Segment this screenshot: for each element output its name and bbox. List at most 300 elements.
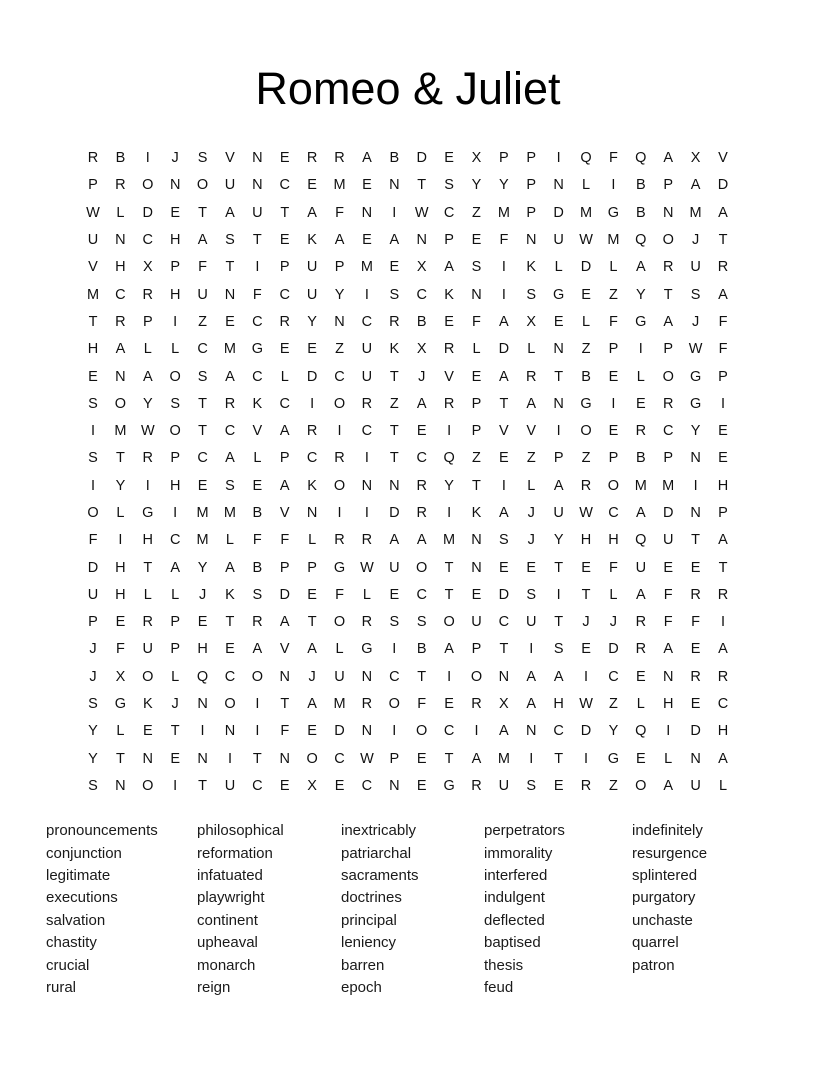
letter-cell[interactable]: C	[334, 368, 345, 385]
letter-cell[interactable]: T	[444, 559, 454, 576]
letter-cell[interactable]: A	[690, 177, 701, 194]
letter-cell[interactable]: T	[389, 423, 399, 440]
letter-cell[interactable]: Q	[580, 150, 592, 167]
letter-cell[interactable]: E	[142, 723, 153, 740]
letter-cell[interactable]: R	[334, 450, 345, 467]
letter-cell[interactable]: R	[361, 696, 373, 713]
letter-cell[interactable]: L	[582, 313, 591, 330]
letter-cell[interactable]: T	[389, 368, 399, 385]
letter-cell[interactable]: A	[499, 368, 509, 385]
letter-cell[interactable]: S	[526, 586, 537, 603]
letter-cell[interactable]: R	[306, 150, 318, 167]
letter-cell[interactable]: H	[580, 532, 592, 549]
letter-cell[interactable]: L	[636, 696, 645, 713]
letter-cell[interactable]: F	[88, 532, 98, 549]
letter-cell[interactable]: Y	[88, 750, 98, 767]
letter-cell[interactable]: E	[718, 423, 728, 440]
letter-cell[interactable]: N	[361, 668, 373, 685]
letter-cell[interactable]: K	[444, 286, 454, 303]
letter-cell[interactable]: E	[389, 586, 400, 603]
letter-cell[interactable]: N	[471, 286, 482, 303]
letter-cell[interactable]: D	[717, 177, 729, 194]
letter-cell[interactable]: R	[690, 586, 701, 603]
letter-cell[interactable]: C	[443, 204, 455, 221]
letter-cell[interactable]: T	[115, 450, 125, 467]
word-list-item[interactable]: baptised	[484, 934, 541, 952]
letter-cell[interactable]: R	[334, 150, 345, 167]
letter-cell[interactable]: D	[690, 723, 701, 740]
letter-cell[interactable]: H	[87, 341, 99, 358]
letter-cell[interactable]: X	[690, 150, 701, 167]
letter-cell[interactable]: V	[718, 150, 728, 167]
letter-cell[interactable]: K	[225, 586, 235, 603]
letter-cell[interactable]: N	[526, 723, 537, 740]
letter-cell[interactable]: G	[689, 368, 702, 385]
letter-cell[interactable]: J	[691, 232, 700, 249]
letter-cell[interactable]: G	[553, 286, 565, 303]
letter-cell[interactable]: P	[718, 505, 728, 521]
letter-cell[interactable]: V	[526, 423, 537, 440]
letter-cell[interactable]: P	[279, 259, 290, 276]
letter-cell[interactable]: A	[718, 750, 728, 767]
word-list-item[interactable]: reign	[197, 979, 231, 997]
letter-cell[interactable]: P	[471, 395, 482, 412]
letter-cell[interactable]: P	[608, 341, 619, 358]
word-list-item[interactable]: indefinitely	[632, 822, 703, 840]
letter-cell[interactable]: I	[364, 505, 369, 521]
letter-cell[interactable]: H	[142, 532, 154, 549]
letter-cell[interactable]: X	[416, 341, 427, 358]
letter-cell[interactable]: T	[417, 668, 427, 685]
letter-cell[interactable]: L	[171, 586, 180, 603]
letter-cell[interactable]: I	[173, 313, 178, 330]
letter-cell[interactable]: I	[556, 423, 561, 440]
word-list-item[interactable]: doctrines	[341, 889, 402, 907]
letter-cell[interactable]: H	[717, 477, 729, 494]
letter-cell[interactable]: I	[638, 341, 643, 358]
letter-cell[interactable]: P	[279, 450, 290, 467]
letter-cell[interactable]: E	[279, 341, 290, 358]
letter-cell[interactable]: A	[444, 259, 454, 276]
word-list-item[interactable]: purgatory	[632, 889, 696, 907]
letter-cell[interactable]: E	[225, 641, 235, 658]
letter-cell[interactable]: M	[196, 505, 209, 521]
word-list-item[interactable]: upheaval	[197, 934, 258, 952]
letter-cell[interactable]: D	[389, 505, 400, 521]
letter-cell[interactable]: E	[690, 641, 701, 658]
word-list-item[interactable]: legitimate	[46, 867, 111, 885]
letter-cell[interactable]: I	[337, 505, 342, 521]
letter-cell[interactable]: Y	[471, 177, 482, 194]
letter-cell[interactable]: W	[360, 559, 374, 576]
letter-cell[interactable]: T	[225, 614, 235, 631]
letter-cell[interactable]: F	[198, 259, 207, 276]
letter-cell[interactable]: J	[418, 368, 426, 385]
letter-cell[interactable]: X	[307, 777, 317, 794]
word-list-item[interactable]: leniency	[341, 934, 397, 952]
letter-cell[interactable]: R	[443, 395, 455, 412]
letter-cell[interactable]: Q	[635, 532, 647, 549]
letter-cell[interactable]: T	[389, 450, 399, 467]
letter-cell[interactable]: G	[607, 204, 620, 221]
letter-cell[interactable]: V	[444, 368, 454, 385]
letter-cell[interactable]: D	[580, 723, 592, 740]
letter-cell[interactable]: I	[173, 777, 178, 794]
letter-cell[interactable]: Z	[609, 286, 618, 303]
letter-cell[interactable]: J	[89, 641, 97, 658]
letter-cell[interactable]: N	[471, 532, 482, 549]
letter-cell[interactable]: Z	[526, 450, 536, 467]
letter-cell[interactable]: R	[580, 777, 592, 794]
word-list-item[interactable]: thesis	[484, 956, 524, 974]
letter-cell[interactable]: R	[252, 614, 263, 631]
letter-cell[interactable]: P	[663, 177, 674, 194]
letter-cell[interactable]: E	[115, 614, 126, 631]
letter-cell[interactable]: W	[140, 423, 155, 440]
letter-cell[interactable]: N	[498, 668, 510, 685]
letter-cell[interactable]: Z	[335, 341, 344, 358]
letter-cell[interactable]: L	[664, 750, 673, 767]
letter-cell[interactable]: O	[251, 668, 263, 685]
letter-cell[interactable]: W	[86, 204, 100, 221]
letter-cell[interactable]: H	[717, 723, 729, 740]
letter-cell[interactable]: N	[169, 177, 181, 194]
word-list-item[interactable]: conjunction	[46, 844, 122, 862]
letter-cell[interactable]: U	[361, 368, 373, 385]
letter-cell[interactable]: S	[197, 150, 208, 167]
letter-cell[interactable]: W	[579, 232, 593, 249]
letter-cell[interactable]: P	[526, 204, 537, 221]
letter-cell[interactable]: R	[87, 150, 99, 167]
letter-cell[interactable]: E	[471, 232, 482, 249]
letter-cell[interactable]: O	[169, 423, 181, 440]
letter-cell[interactable]: H	[553, 696, 564, 713]
letter-cell[interactable]: F	[663, 614, 673, 631]
letter-cell[interactable]: R	[580, 477, 592, 494]
letter-cell[interactable]: K	[471, 505, 482, 521]
letter-cell[interactable]: T	[663, 286, 673, 303]
letter-cell[interactable]: Z	[609, 696, 618, 713]
letter-cell[interactable]: E	[170, 204, 181, 221]
letter-cell[interactable]: Z	[581, 341, 591, 358]
letter-cell[interactable]: Z	[198, 313, 207, 330]
letter-cell[interactable]: R	[389, 313, 400, 330]
word-list-item[interactable]: interfered	[484, 867, 548, 885]
letter-cell[interactable]: H	[169, 477, 181, 494]
letter-cell[interactable]: I	[227, 750, 232, 767]
letter-cell[interactable]: E	[553, 777, 564, 794]
letter-cell[interactable]: T	[198, 395, 207, 412]
letter-cell[interactable]: U	[498, 777, 510, 794]
letter-cell[interactable]: P	[142, 313, 153, 330]
letter-cell[interactable]: C	[197, 341, 208, 358]
letter-cell[interactable]: O	[333, 614, 346, 631]
letter-cell[interactable]: C	[662, 423, 674, 440]
letter-cell[interactable]: I	[364, 286, 369, 303]
letter-cell[interactable]: C	[306, 450, 318, 467]
letter-cell[interactable]: F	[115, 641, 125, 658]
letter-cell[interactable]: T	[691, 532, 701, 549]
letter-cell[interactable]: E	[334, 777, 345, 794]
letter-cell[interactable]: N	[526, 232, 537, 249]
letter-cell[interactable]: A	[718, 532, 728, 549]
letter-cell[interactable]: Q	[443, 450, 455, 467]
letter-cell[interactable]: N	[471, 559, 482, 576]
letter-cell[interactable]: L	[116, 505, 125, 521]
letter-cell[interactable]: Y	[197, 559, 208, 576]
letter-cell[interactable]: A	[526, 696, 537, 713]
word-list-item[interactable]: infatuated	[197, 867, 263, 885]
letter-cell[interactable]: E	[663, 559, 674, 576]
letter-cell[interactable]: Q	[635, 723, 647, 740]
letter-cell[interactable]: S	[88, 696, 98, 713]
letter-cell[interactable]: S	[416, 614, 427, 631]
letter-cell[interactable]: P	[307, 559, 317, 576]
letter-cell[interactable]: R	[526, 368, 537, 385]
letter-cell[interactable]: R	[662, 395, 674, 412]
letter-cell[interactable]: O	[607, 477, 620, 494]
letter-cell[interactable]: A	[526, 395, 537, 412]
letter-cell[interactable]: C	[252, 313, 263, 330]
letter-cell[interactable]: N	[142, 750, 154, 767]
letter-cell[interactable]: L	[308, 532, 317, 549]
letter-cell[interactable]: Y	[115, 477, 126, 494]
letter-cell[interactable]: A	[307, 696, 317, 713]
letter-cell[interactable]: R	[471, 777, 482, 794]
word-list-item[interactable]: chastity	[46, 934, 97, 952]
letter-cell[interactable]: S	[690, 286, 701, 303]
letter-cell[interactable]: O	[333, 395, 346, 412]
letter-cell[interactable]: U	[224, 177, 236, 194]
letter-cell[interactable]: N	[224, 723, 236, 740]
letter-cell[interactable]: Y	[307, 313, 317, 330]
letter-cell[interactable]: U	[142, 641, 154, 658]
letter-cell[interactable]: M	[223, 505, 236, 521]
letter-cell[interactable]: L	[527, 477, 536, 494]
letter-cell[interactable]: H	[169, 232, 181, 249]
letter-cell[interactable]: U	[87, 232, 99, 249]
letter-cell[interactable]: U	[306, 286, 318, 303]
letter-cell[interactable]: C	[224, 423, 236, 440]
letter-cell[interactable]: D	[306, 368, 318, 385]
letter-cell[interactable]: P	[389, 750, 400, 767]
letter-cell[interactable]: E	[197, 614, 208, 631]
letter-cell[interactable]: T	[554, 750, 564, 767]
letter-cell[interactable]: O	[306, 750, 318, 767]
letter-cell[interactable]: R	[717, 668, 729, 685]
letter-cell[interactable]: H	[115, 259, 126, 276]
letter-cell[interactable]: I	[145, 150, 150, 167]
letter-cell[interactable]: F	[718, 313, 728, 330]
letter-cell[interactable]: M	[689, 204, 702, 221]
letter-cell[interactable]: V	[499, 423, 509, 440]
letter-cell[interactable]: V	[88, 259, 98, 276]
letter-cell[interactable]: E	[362, 177, 372, 194]
letter-cell[interactable]: B	[252, 559, 263, 576]
letter-cell[interactable]: F	[335, 586, 344, 603]
letter-cell[interactable]: S	[225, 232, 235, 249]
letter-cell[interactable]: I	[529, 641, 534, 658]
letter-cell[interactable]: T	[252, 750, 262, 767]
letter-cell[interactable]: D	[498, 341, 510, 358]
letter-cell[interactable]: A	[718, 204, 728, 221]
letter-cell[interactable]: E	[635, 750, 646, 767]
letter-cell[interactable]: I	[584, 668, 589, 685]
letter-cell[interactable]: I	[720, 395, 725, 412]
letter-cell[interactable]: E	[499, 450, 509, 467]
letter-cell[interactable]: N	[334, 313, 345, 330]
letter-cell[interactable]: R	[361, 532, 373, 549]
letter-cell[interactable]: H	[662, 696, 674, 713]
letter-cell[interactable]: N	[252, 177, 263, 194]
letter-cell[interactable]: O	[333, 477, 346, 494]
letter-cell[interactable]: S	[526, 286, 537, 303]
letter-cell[interactable]: U	[635, 559, 647, 576]
letter-cell[interactable]: P	[444, 232, 454, 249]
letter-cell[interactable]: P	[718, 368, 728, 385]
letter-cell[interactable]: A	[499, 505, 509, 521]
letter-cell[interactable]: E	[526, 559, 537, 576]
letter-cell[interactable]: O	[169, 368, 181, 385]
letter-cell[interactable]: Y	[88, 723, 98, 740]
letter-cell[interactable]: E	[553, 313, 564, 330]
letter-cell[interactable]: S	[389, 614, 400, 631]
letter-cell[interactable]: E	[471, 368, 482, 385]
letter-cell[interactable]: N	[690, 505, 701, 521]
letter-cell[interactable]: F	[252, 532, 262, 549]
letter-cell[interactable]: E	[279, 150, 290, 167]
letter-cell[interactable]: P	[170, 641, 181, 658]
letter-cell[interactable]: I	[337, 423, 342, 440]
letter-cell[interactable]: F	[609, 559, 618, 576]
letter-cell[interactable]: I	[693, 477, 698, 494]
word-list-item[interactable]: deflected	[484, 911, 545, 929]
word-list-item[interactable]: indulgent	[484, 889, 545, 907]
letter-cell[interactable]: A	[279, 477, 290, 494]
letter-cell[interactable]: L	[527, 341, 536, 358]
word-list-item[interactable]: rural	[46, 979, 77, 997]
letter-cell[interactable]: G	[443, 777, 455, 794]
letter-cell[interactable]: O	[416, 559, 428, 576]
letter-cell[interactable]: T	[115, 750, 125, 767]
letter-cell[interactable]: I	[392, 204, 397, 221]
letter-cell[interactable]: I	[255, 723, 260, 740]
letter-cell[interactable]: U	[224, 777, 236, 794]
letter-cell[interactable]: I	[501, 477, 506, 494]
letter-cell[interactable]: M	[607, 232, 620, 249]
letter-cell[interactable]: I	[255, 259, 260, 276]
letter-cell[interactable]: M	[86, 286, 100, 303]
letter-cell[interactable]: D	[662, 505, 674, 521]
letter-cell[interactable]: N	[553, 341, 564, 358]
letter-cell[interactable]: C	[608, 505, 619, 521]
letter-cell[interactable]: A	[115, 341, 126, 358]
letter-cell[interactable]: I	[474, 723, 479, 740]
letter-cell[interactable]: Z	[609, 777, 618, 794]
letter-cell[interactable]: E	[608, 423, 619, 440]
letter-cell[interactable]: E	[279, 232, 290, 249]
letter-cell[interactable]: M	[360, 259, 373, 276]
letter-cell[interactable]: R	[361, 614, 373, 631]
word-list-item[interactable]: perpetrators	[484, 822, 565, 840]
letter-cell[interactable]: S	[197, 368, 208, 385]
letter-cell[interactable]: D	[580, 259, 592, 276]
letter-cell[interactable]: N	[197, 696, 208, 713]
letter-cell[interactable]: T	[554, 559, 564, 576]
letter-cell[interactable]: P	[471, 641, 482, 658]
letter-cell[interactable]: T	[198, 777, 207, 794]
letter-cell[interactable]: Y	[444, 477, 454, 494]
letter-cell[interactable]: H	[115, 586, 126, 603]
letter-cell[interactable]: U	[526, 614, 537, 631]
letter-cell[interactable]: Z	[472, 450, 481, 467]
letter-cell[interactable]: A	[334, 232, 345, 249]
letter-cell[interactable]: L	[143, 586, 152, 603]
letter-cell[interactable]: O	[443, 614, 455, 631]
letter-cell[interactable]: P	[170, 614, 181, 631]
letter-cell[interactable]: E	[718, 450, 728, 467]
word-list-item[interactable]: epoch	[341, 979, 382, 997]
letter-cell[interactable]: T	[143, 559, 153, 576]
letter-cell[interactable]: J	[582, 614, 590, 631]
letter-cell[interactable]: L	[636, 368, 645, 385]
letter-cell[interactable]: I	[392, 641, 397, 658]
letter-cell[interactable]: S	[88, 395, 98, 412]
letter-cell[interactable]: C	[361, 777, 373, 794]
letter-cell[interactable]: T	[554, 368, 564, 385]
letter-cell[interactable]: G	[251, 341, 263, 358]
word-list-item[interactable]: executions	[46, 889, 118, 907]
letter-cell[interactable]: T	[499, 395, 509, 412]
letter-cell[interactable]: T	[280, 696, 290, 713]
letter-cell[interactable]: P	[471, 423, 482, 440]
word-list-item[interactable]: crucial	[46, 956, 90, 974]
letter-cell[interactable]: T	[170, 723, 180, 740]
letter-cell[interactable]: A	[553, 477, 564, 494]
letter-cell[interactable]: I	[118, 532, 123, 549]
letter-cell[interactable]: A	[279, 423, 290, 440]
letter-cell[interactable]: M	[662, 477, 675, 494]
letter-cell[interactable]: R	[717, 586, 729, 603]
letter-cell[interactable]: X	[471, 150, 482, 167]
letter-cell[interactable]: N	[224, 286, 236, 303]
word-list-item[interactable]: continent	[197, 911, 258, 929]
letter-cell[interactable]: D	[498, 586, 510, 603]
word-list-item[interactable]: sacraments	[341, 867, 419, 885]
letter-cell[interactable]: N	[361, 477, 373, 494]
letter-cell[interactable]: J	[171, 696, 179, 713]
letter-cell[interactable]: B	[252, 505, 263, 521]
letter-cell[interactable]: N	[361, 723, 373, 740]
letter-cell[interactable]: L	[116, 723, 125, 740]
word-list-item[interactable]: playwright	[197, 889, 265, 907]
letter-cell[interactable]: I	[529, 750, 534, 767]
letter-cell[interactable]: R	[279, 313, 290, 330]
letter-cell[interactable]: B	[635, 177, 646, 194]
letter-cell[interactable]: B	[635, 450, 646, 467]
letter-cell[interactable]: C	[416, 286, 427, 303]
word-list-item[interactable]: quarrel	[632, 934, 679, 952]
letter-cell[interactable]: K	[307, 477, 317, 494]
letter-cell[interactable]: F	[280, 723, 290, 740]
letter-cell[interactable]: Y	[142, 395, 153, 412]
letter-cell[interactable]: T	[88, 313, 98, 330]
letter-cell[interactable]: E	[197, 477, 208, 494]
letter-cell[interactable]: T	[499, 641, 509, 658]
letter-cell[interactable]: E	[88, 368, 98, 385]
letter-cell[interactable]: T	[252, 232, 262, 249]
letter-cell[interactable]: N	[416, 232, 427, 249]
